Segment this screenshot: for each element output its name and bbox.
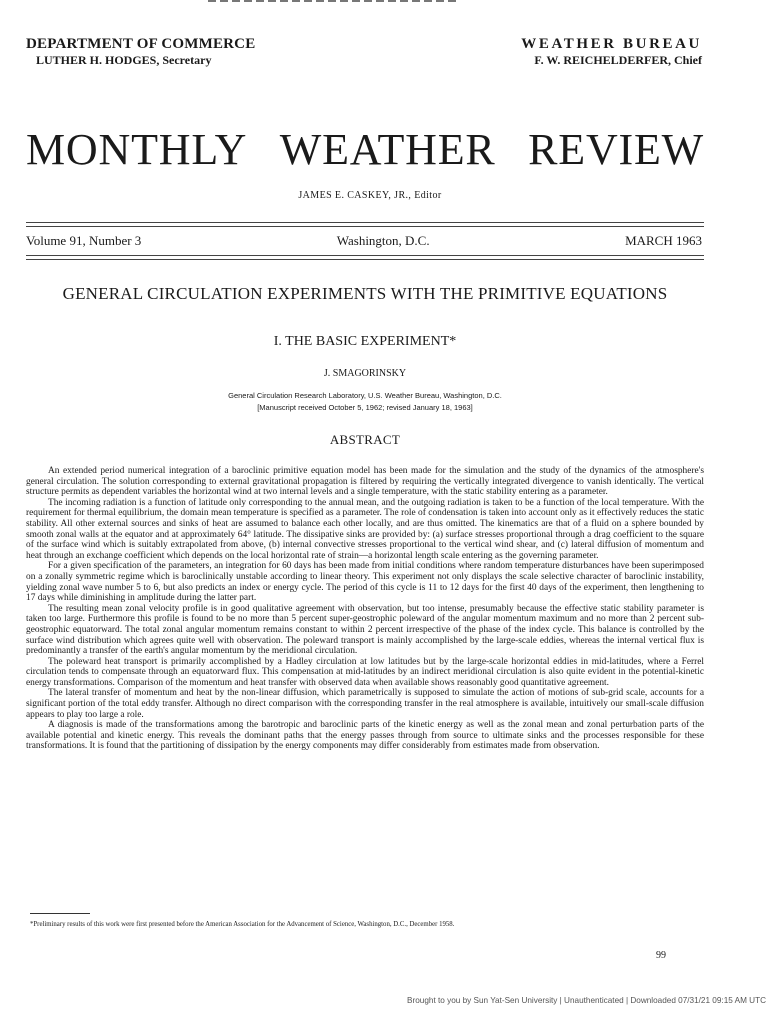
- chief-name: F. W. REICHELDERFER, Chief: [534, 53, 702, 67]
- masthead-word-review: REVIEW: [528, 125, 704, 174]
- page-number: 99: [656, 950, 666, 961]
- issue-date: MARCH 1963: [625, 233, 702, 248]
- abstract-paragraph: A diagnosis is made of the transformations among the barotropic and baroclinic parts of the kinetic energy as well as the zonal mean and zonal perturbation parts of the available potential and kinetic energy. This reveals the dominant paths that the energy passes through from source to ultimate sinks and the processes responsible for these transformations. It is found that the partitioning of dissipation by the energy components may differ considerably from estimates made from observation.: [26, 720, 704, 752]
- manuscript-dates: [Manuscript received October 5, 1962; revised January 18, 1963]: [257, 403, 473, 412]
- abstract-paragraph: An extended period numerical integration of a baroclinic primitive equation model has been made for the simulation and the study of the dynamics of the atmosphere's general circulation. The solution corresponding to external gravitational propagation is filtered by requiring the vertically integrated divergence to vanish identically. The vertical structure permits as dependent variables the horizontal wind at two internal levels and a single temperature, with the static stability entering as a parameter.: [26, 466, 704, 498]
- download-watermark: Brought to you by Sun Yat-Sen University | Unauthenticated | Downloaded 07/31/21 09:15 AM UTC: [407, 996, 766, 1005]
- article-author: J. SMAGORINSKY: [323, 368, 407, 379]
- issue-line: [26, 233, 702, 249]
- top-dashed-rule: [208, 0, 458, 2]
- author-affiliation: General Circulation Research Laboratory, U.S. Weather Bureau, Washington, D.C.: [228, 391, 502, 400]
- footnote-rule: [30, 913, 90, 914]
- author-affiliation-block: [0, 390, 730, 414]
- footnote: *Preliminary results of this work were first presented before the American Association for the Advancement of Science, Washington, D.C., December 1958.: [30, 921, 455, 928]
- secretary-name: LUTHER H. HODGES, Secretary: [36, 53, 212, 67]
- masthead-word-monthly: MONTHLY: [26, 125, 248, 174]
- department-header: [26, 36, 255, 68]
- editor-line: JAMES E. CASKEY, JR., Editor: [298, 190, 442, 201]
- bureau-title: WEATHER BUREAU: [521, 36, 702, 52]
- masthead-word-weather: WEATHER: [279, 125, 496, 174]
- abstract-paragraph: For a given specification of the parameters, an integration for 60 days has been made from initial conditions where random temperature disturbances have been superimposed on a zonally symmetric regime which is baroclinically unstable according to linear theory. This experiment not only displays the scale selective character of baroclinic instability, yielding zonal wave number 5 to 6, but also predicts an index or energy cycle. The period of this cycle is 11 to 12 days for the first 40 days of the experiment, then lengthening to 17 days while diminishing in amplitude during the latter part.: [26, 561, 704, 604]
- issue-rule-bottom: [26, 255, 704, 260]
- abstract-paragraph: The resulting mean zonal velocity profile is in good qualitative agreement with observation, but too intense, presumably because the effective static stability parameter is taken too large. Furthermore this profile is found to be no more than 5 percent super-geostrophic poleward of the angular momentum maximum and no more than 2 percent sub-geostrophic equatorward. The total zonal angular momentum remains constant to within 2 percent irrespective of the phase of the index cycle. This balance is controlled by the surface wind distribution which agrees quite well with observation. The poleward transport is mainly accomplished by the large-scale eddies, whereas the internal vertical flux is predominantly a transfer of the earth's angular momentum by the meridional circulation.: [26, 603, 704, 657]
- issue-rule-top: [26, 222, 704, 227]
- volume-number: Volume 91, Number 3: [26, 233, 142, 248]
- article-title: GENERAL CIRCULATION EXPERIMENTS WITH THE PRIMITIVE EQUATIONS: [62, 284, 668, 303]
- issue-place: Washington, D.C.: [336, 233, 430, 248]
- abstract-body: [26, 466, 704, 752]
- abstract-paragraph: The lateral transfer of momentum and heat by the non-linear diffusion, which parametrically is supposed to simulate the action of motions of sub-grid scale, accounts for a significant portion of the total eddy transfer. Although no direct comparison with the corresponding transfer in the real atmosphere is available, intuitively our small-scale diffusion appears to play too large a role.: [26, 688, 704, 720]
- department-title: DEPARTMENT OF COMMERCE: [26, 36, 256, 52]
- journal-masthead: [26, 126, 704, 174]
- article-subtitle: I. THE BASIC EXPERIMENT*: [273, 334, 457, 349]
- abstract-paragraph: The poleward heat transport is primarily accomplished by a Hadley circulation at low latitudes but by the large-scale horizontal eddies in mid-latitudes, where a Ferrel circulation tends to compensate through an equatorward flux. This compensation at mid-latitudes by an indirect meridional circulation is also quite evident in the potential-kinetic energy transformations. Comparison of the momentum and heat transfer with observed data when available shows reasonably good quantitative agreement.: [26, 656, 704, 688]
- abstract-paragraph: The incoming radiation is a function of latitude only corresponding to the annual mean, and the outgoing radiation is taken to be a function of the local temperature. With the requirement for thermal equilibrium, the domain mean temperature is specified as a parameter. The role of condensation is taken into account only as it effectively reduces the static stability. All other external sources and sinks of heat are assumed to balance each other locally, and are thus omitted. The kinematics are that of a fluid on a sphere bounded by smooth zonal walls at the equator and at approximately 64° latitude. The dissipative sinks are provided by: (a) surface stresses proportional through a drag coefficient to the square of the surface wind which is suitably extrapolated from above, (b) internal convective stresses proportional to the vertical wind shear, and (c) lateral diffusion of momentum and heat through an exchange coefficient which depends on the local horizontal rate of strain—a horizontal length scale entering as the governing parameter.: [26, 497, 704, 561]
- bureau-header: [521, 36, 702, 68]
- abstract-heading: ABSTRACT: [329, 432, 401, 447]
